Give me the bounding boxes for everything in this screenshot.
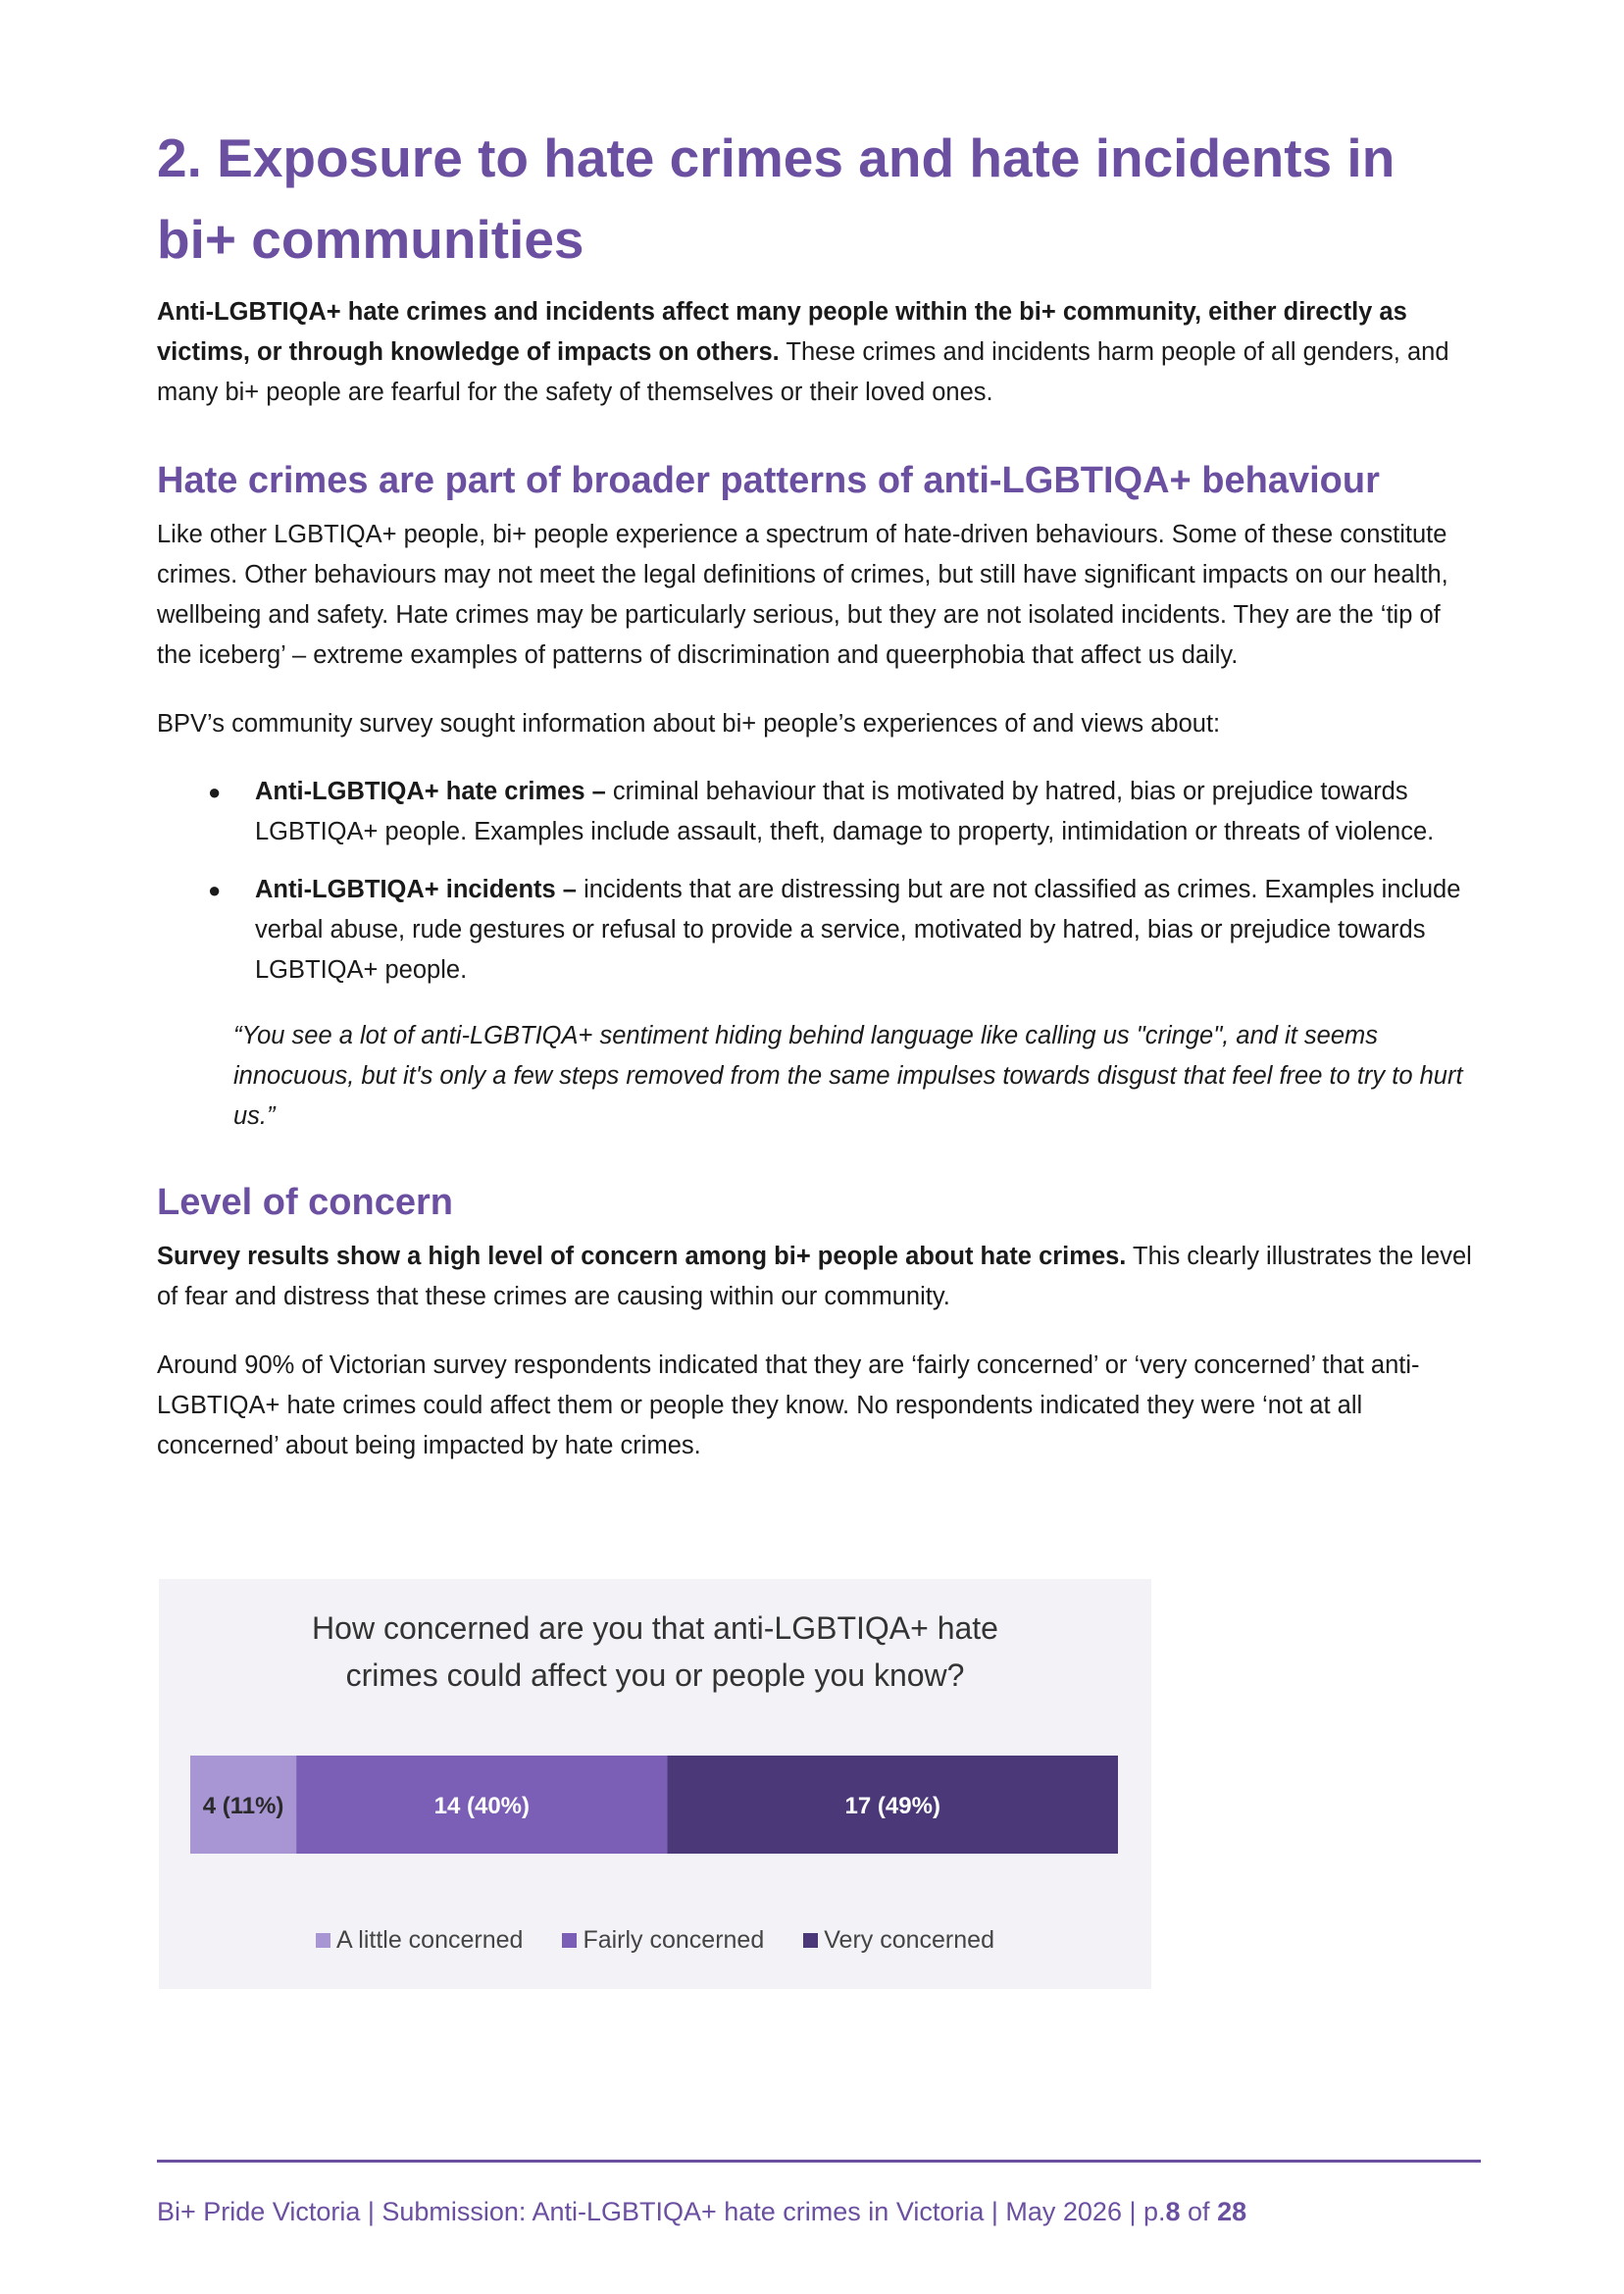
concern-text: This clearly illustrates the level of fear and distress that these crimes are causing within our community. [157,1243,1472,1310]
list-item-term: Anti-LGBTIQA+ hate crimes – [255,778,606,805]
bar-label-0: 4 (11%) [202,1793,284,1819]
page-title: 2. Exposure to hate crimes and hate incidents in bi+ communities [157,127,1396,270]
legend-swatch-2 [803,1933,818,1948]
page-content [157,118,1481,1466]
legend-label-2: Very concerned [824,1926,994,1954]
list-item [157,772,1481,852]
bullet-icon: ● [208,780,222,804]
list-item-term: Anti-LGBTIQA+ incidents – [255,876,577,903]
footer-of: of [1180,2197,1218,2226]
legend-item-1 [562,1926,764,1955]
page-footer [157,2197,1246,2227]
chart-legend [159,1926,1151,1955]
legend-label-0: A little concerned [336,1926,524,1954]
footer-divider [157,2160,1481,2163]
intro-bold-text: Anti-LGBTIQA+ hate crimes and incidents affect many people within the bi+ community, either directly as victims, or through knowledge of impacts on others. [157,298,1407,366]
chart-title-line-1: How concerned are you that anti-LGBTIQA+ hate [312,1610,998,1646]
bar-label-2: 17 (49%) [844,1793,940,1819]
footer-page-number: 8 [1165,2197,1181,2226]
list-item-text: criminal behaviour that is motivated by hatred, bias or prejudice towards LGBTIQA+ people. Examples include assault, theft, damage to property, intimidation or threats of violence. [255,778,1435,845]
intro-text: These crimes and incidents harm people of all genders, and many bi+ people are fearful for the safety of themselves or their loved ones. [157,338,1449,406]
section-heading-broader-patterns: Hate crimes are part of broader patterns of anti-LGBTIQA+ behaviour [157,460,1380,501]
concern-chart [159,1579,1151,1989]
broader-patterns-paragraph: Like other LGBTIQA+ people, bi+ people experience a spectrum of hate-driven behaviours. Some of these constitute crimes. Other behaviours may not meet the legal definitions of crimes, but still have significant impacts on our health, wellbeing and safety. Hate crimes may be particularly serious, but they are not isolated incidents. They are the ‘tip of the iceberg’ – extreme examples of patterns of discrimination and queerphobia that affect us daily. [157,521,1448,669]
concern-bold-text: Survey results show a high level of concern among bi+ people about hate crimes. [157,1243,1127,1270]
intro-paragraph [157,292,1481,413]
legend-label-1: Fairly concerned [583,1926,765,1954]
section-heading-level-of-concern: Level of concern [157,1182,453,1223]
definitions-list [157,772,1481,991]
survey-intro-paragraph: BPV’s community survey sought information about bi+ people’s experiences of and views about: [157,710,1221,738]
legend-item-2 [803,1926,994,1955]
list-item [157,870,1481,991]
legend-swatch-0 [316,1933,330,1948]
bullet-icon: ● [208,878,222,902]
legend-swatch-1 [562,1933,577,1948]
concern-paragraph-1 [157,1237,1481,1317]
chart-title-line-2: crimes could affect you or people you know? [345,1657,965,1693]
footer-text: Bi+ Pride Victoria | Submission: Anti-LGBTIQA+ hate crimes in Victoria | May 2026 | p. [157,2197,1166,2226]
legend-item-0 [316,1926,523,1955]
list-item-text: incidents that are distressing but are not classified as crimes. Examples include verbal abuse, rude gestures or refusal to provide a service, motivated by hatred, bias or prejudice towards LGBTIQA+ people. [255,876,1461,984]
survey-quote: “You see a lot of anti-LGBTIQA+ sentiment hiding behind language like calling us "cringe", and it seems innocuous, but it's only a few steps removed from the same impulses towards disgust that feel free to try to hurt us.” [233,1022,1463,1130]
bar-label-1: 14 (40%) [433,1793,531,1819]
footer-total-pages: 28 [1217,2197,1247,2226]
concern-paragraph-2: Around 90% of Victorian survey respondents indicated that they are ‘fairly concerned’ or ‘very concerned’ that anti-LGBTIQA+ hate crimes could affect them or people they know. No respondents indicated they were ‘not at all concerned’ about being impacted by hate crimes. [157,1351,1420,1459]
